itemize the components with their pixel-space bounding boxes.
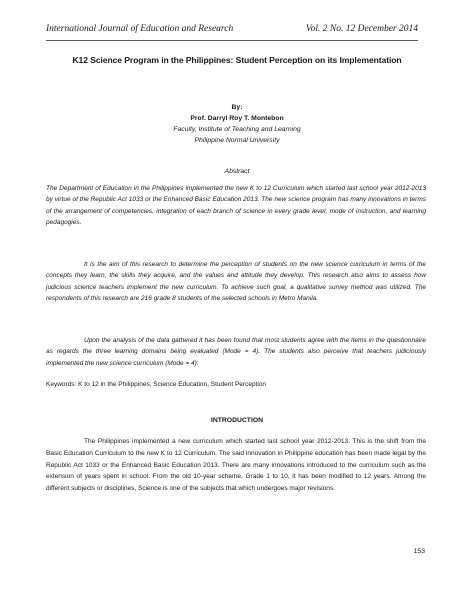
- abstract-paragraph-3: Upon the analysis of the data gathered it has been found that most students agree with the items in the questionnaire as regards the three learning domains being evaluated (Mode = 4). The students also perceive that teachers judiciously implemented the new science curriculum (Mode = 4).: [46, 337, 426, 367]
- header-rule: [46, 40, 418, 41]
- introduction-paragraph-1: The Philippines implemented a new curriculum which started last school year 2012-2013. This is the shift from the Basic Education Curriculum to the new K to 12 Curriculum. The said innovation in Philippine education has been made legal by the Republic Act 1033 or the Enhanced Basic Education 2013. There are many innovations introduced to the curriculum such as the extension of years spent in school. From the old 10-year scheme, Grade 1 to 10, it has been modified to 12 years. Among the different subjects or disciplines, Science is one of the subjects that which undergoes major revisions.: [46, 438, 426, 493]
- author-name: Prof. Darryl Roy T. Montebon: [190, 115, 284, 122]
- author-affiliation-1: Faculty, Institute of Teaching and Learning: [173, 126, 301, 133]
- by-label: By:: [231, 104, 243, 111]
- abstract-paragraph-1: The Department of Education in the Philippines implemented the new K to 12 Curriculum which started last school year 2012-2013 by virtue of the Republic Act 1033 or the Enhanced Basic Education 2013. The new science program has many innovations in terms of the arrangement of competencies, integration of each branch of science in every grade level, mode of instruction, and learning pedagogies.: [46, 185, 426, 226]
- issue-info: Vol. 2 No. 12 December 2014: [305, 24, 418, 34]
- abstract-heading: Abstract: [224, 168, 250, 175]
- author-block: [80, 102, 394, 146]
- abstract-paragraph-2: It is the aim of this research to determine the perception of students on the new science curriculum in terms of the concepts they learn, the skills they acquire, and the values and attitude they develop. This research also aims to assess how judicious science teachers implement the new curriculum. To achieve such goal, a qualitative survey method was utilized. The respondents of this research are 216 grade 8 students of the selected schools in Metro Manila.: [46, 261, 426, 302]
- author-affiliation-2: Philippine Normal University: [194, 137, 280, 144]
- introduction-heading: INTRODUCTION: [210, 417, 264, 424]
- paper-title: K12 Science Program in the Philippines: Student Perception on its Implementation: [72, 55, 402, 65]
- page-number: 153: [413, 548, 425, 555]
- keywords: Keywords: K to 12 in the Philippines, Science Education, Student Perception: [46, 381, 267, 388]
- running-header: [46, 24, 418, 38]
- journal-name: International Journal of Education and Research: [46, 24, 234, 34]
